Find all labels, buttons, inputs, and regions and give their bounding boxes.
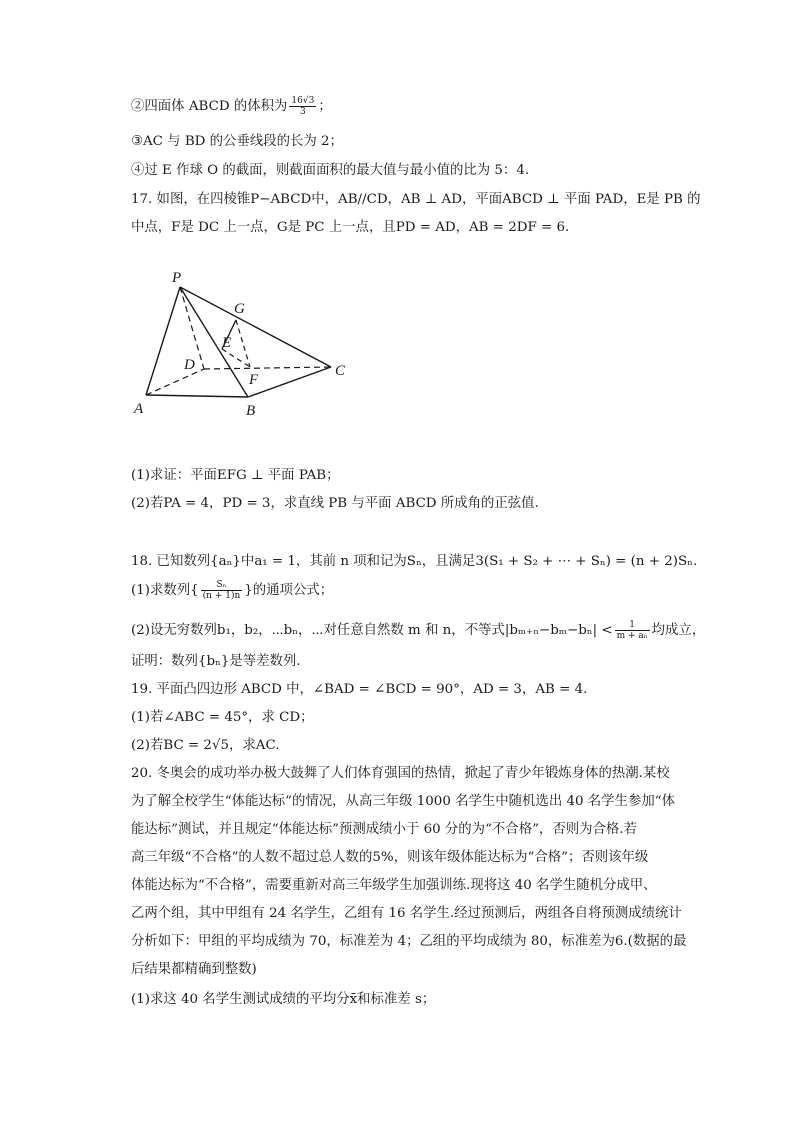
question-18-part-2-cont: 证明：数列{bₙ}是等差数列.: [131, 654, 301, 669]
edge-AD: [146, 369, 204, 395]
label-B: B: [246, 403, 256, 419]
question-20-line-6: 乙两个组，其中甲组有 24 名学生，乙组有 16 名学生.经过预测后，两组各自将预测成绩统计: [131, 906, 682, 921]
label-C: C: [335, 363, 346, 379]
fraction: $\frac{16√3}{3}$: [291, 96, 315, 117]
label-F: F: [249, 372, 259, 388]
question-20-line-1: 20. 冬奥会的成功举办极大鼓舞了人们体育强国的热情，掀起了青少年锻炼身体的热潮.某校: [131, 766, 670, 781]
question-18-part-2: (2)设无穷数列b₁，b₂，⋯bₙ，⋯对任意自然数 m 和 n，不等式|bₘ₊ₙ−bₘ−bₙ| < $\frac{1}{\text{m + aₙ}}$ 均成立，: [131, 620, 706, 641]
label-P: P: [172, 270, 182, 286]
edge-AB: [146, 395, 248, 397]
edge-PA: [146, 287, 180, 395]
question-19-stem: 19. 平面凸四边形 ABCD 中，∠BAD = ∠BCD = 90°，AD = 3，AB = 4.: [131, 682, 588, 697]
edge-PC: [180, 287, 331, 367]
question-19-part-2: (2)若BC = 2√5，求AC.: [131, 738, 280, 753]
question-20-line-5: 体能达标为“不合格”，需要重新对高三年级学生加强训练.现将这 40 名学生随机分成甲、: [131, 878, 657, 893]
fraction: $\frac{\text{Sₙ}}{(n + 1)n}$: [202, 580, 241, 601]
question-20-line-8: 后结果都精确到整数): [131, 962, 257, 977]
question-20-line-2: 为了解全校学生“体能达标”的情况，从高三年级 1000 名学生中随机选出 40 名学生参加“体: [131, 794, 675, 809]
question-20-part-1: (1)求这 40 名学生测试成绩的平均分x̄和标准差 s；: [131, 992, 436, 1007]
label-A: A: [134, 401, 144, 417]
question-19-part-1: (1)若∠ABC = 45°，求 CD；: [131, 710, 314, 725]
question-18-stem: 18. 已知数列{aₙ}中a₁ = 1，其前 n 项和记为Sₙ，且满足3(S₁ + S₂ + ⋯ + Sₙ) = (n + 2)Sₙ.: [131, 554, 698, 569]
edge-BC: [248, 367, 331, 397]
question-17-part-1: (1)求证：平面EFG ⊥ 平面 PAB；: [131, 468, 340, 483]
edge-EF: [222, 349, 250, 367]
edge-DC: [204, 367, 331, 369]
question-17-part-2: (2)若PA = 4，PD = 3，求直线 PB 与平面 ABCD 所成角的正弦值.: [131, 496, 539, 511]
line-3: ③AC 与 BD 的公垂线段的长为 2；: [131, 134, 343, 149]
question-17-stem-cont: 中点，F是 DC 上一点，G是 PC 上一点，且PD = AD，AB = 2DF = 6.: [131, 220, 570, 235]
pyramid-figure: [128, 265, 348, 425]
label-E: E: [222, 335, 232, 351]
label-D: D: [184, 357, 195, 373]
question-20-line-7: 分析如下：甲组的平均成绩为 70，标准差为 4；乙组的平均成绩为 80，标准差为6.(数据的最: [131, 934, 687, 949]
line-2: ②四面体 ABCD 的体积为 $\frac{16√3}{3}$ ；: [131, 96, 332, 117]
fraction: $\frac{1}{\text{m + aₙ}}$: [616, 620, 648, 641]
question-20-line-4: 高三年级“不合格”的人数不超过总人数的5%，则该年级体能达标为“合格”；否则该年级: [131, 850, 649, 865]
label-G: G: [234, 301, 245, 317]
question-20-line-3: 能达标”测试，并且规定“体能达标”预测成绩小于 60 分的为“不合格”，否则为合格.若: [131, 822, 637, 837]
question-18-part-1: (1)求数列{ $\frac{\text{Sₙ}}{(n + 1)n}$ }的通项公式；: [131, 580, 334, 601]
line-4: ④过 E 作球 O 的截面，则截面面积的最大值与最小值的比为 5：4.: [131, 163, 530, 178]
question-17-stem: 17. 如图，在四棱锥P−ABCD中，AB//CD，AB ⊥ AD，平面ABCD ⊥ 平面 PAD，E是 PB 的: [131, 192, 701, 207]
